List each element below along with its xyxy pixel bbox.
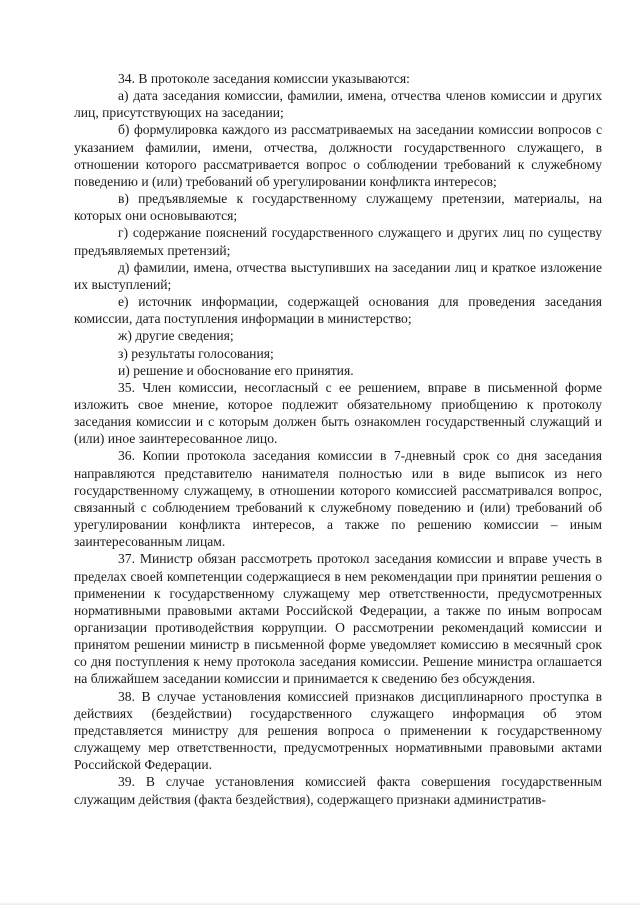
list-item-g: г) содержание пояснений государственного служащего и других лиц по существу предъявляемых претензий; <box>74 225 602 258</box>
paragraph-37: 37. Министр обязан рассмотреть протокол заседания комиссии и вправе учесть в пределах своей компетенции содержащиеся в нем рекомендации при принятии решения о применении к государственному служащему мер ответственности, предусмотренных нормативными правовыми актами Российской Федерации, а также по иным вопросам организации противодействия коррупции. О рассмотрении рекомендаций комиссии и принятом решении министр в письменной форме уведомляет комиссию в месячный срок со дня поступления к нему протокола заседания комиссии. Решение министра оглашается на ближайшем заседании комиссии и принимается к сведению без обсуждения. <box>74 551 602 687</box>
paragraph-38: 38. В случае установления комиссией признаков дисциплинарного проступка в действиях (бездействии) государственного служащего информация об этом представляется министру для решения вопроса о применении к государственному служащему мер ответственности, предусмотренных нормативными правовыми актами Российской Федерации. <box>74 688 602 773</box>
document-body <box>74 70 602 808</box>
paragraph-36: 36. Копии протокола заседания комиссии в 7-дневный срок со дня заседания направляются представителю нанимателя полностью или в виде выписок из него государственному служащему, в отношении которого комиссией рассматривался вопрос, связанный с соблюдением требований к служебному поведению и (или) требований об урегулировании конфликта интересов, а также по решению комиссии – иным заинтересованным лицам. <box>74 448 602 550</box>
list-item-e: е) источник информации, содержащей основания для проведения заседания комиссии, дата поступления информации в министерство; <box>74 294 602 327</box>
list-item-b: б) формулировка каждого из рассматриваемых на заседании комиссии вопросов с указанием фамилии, имени, отчества, должности государственного служащего, в отношении которого рассматривается вопрос о соблюдении требований к служебному поведению и (или) требований об урегулировании конфликта интересов; <box>74 122 602 189</box>
list-item-i: и) решение и обоснование его принятия. <box>118 362 354 378</box>
paragraph-34-heading: 34. В протоколе заседания комиссии указываются: <box>118 71 410 86</box>
paragraph-35: 35. Член комиссии, несогласный с ее решением, вправе в письменной форме изложить свое мнение, которое подлежит обязательному приобщению к протоколу заседания комиссии и с которым должен быть ознакомлен государственный служащий и (или) иное заинтересованное лицо. <box>74 379 602 447</box>
list-item-v: в) предъявляемые к государственному служащему претензии, материалы, на которых они основываются; <box>74 191 602 224</box>
list-item-d: д) фамилии, имена, отчества выступивших на заседании лиц и краткое изложение их выступлений; <box>74 259 602 292</box>
paragraph-39: 39. В случае установления комиссией факта совершения государственным служащим действия (факта бездействия), содержащего признаки административ- <box>74 774 602 807</box>
list-item-zh: ж) другие сведения; <box>118 328 234 344</box>
list-item-z: з) результаты голосования; <box>118 345 274 361</box>
list-item-a: а) дата заседания комиссии, фамилии, имена, отчества членов комиссии и других лиц, присутствующих на заседании; <box>74 88 602 121</box>
